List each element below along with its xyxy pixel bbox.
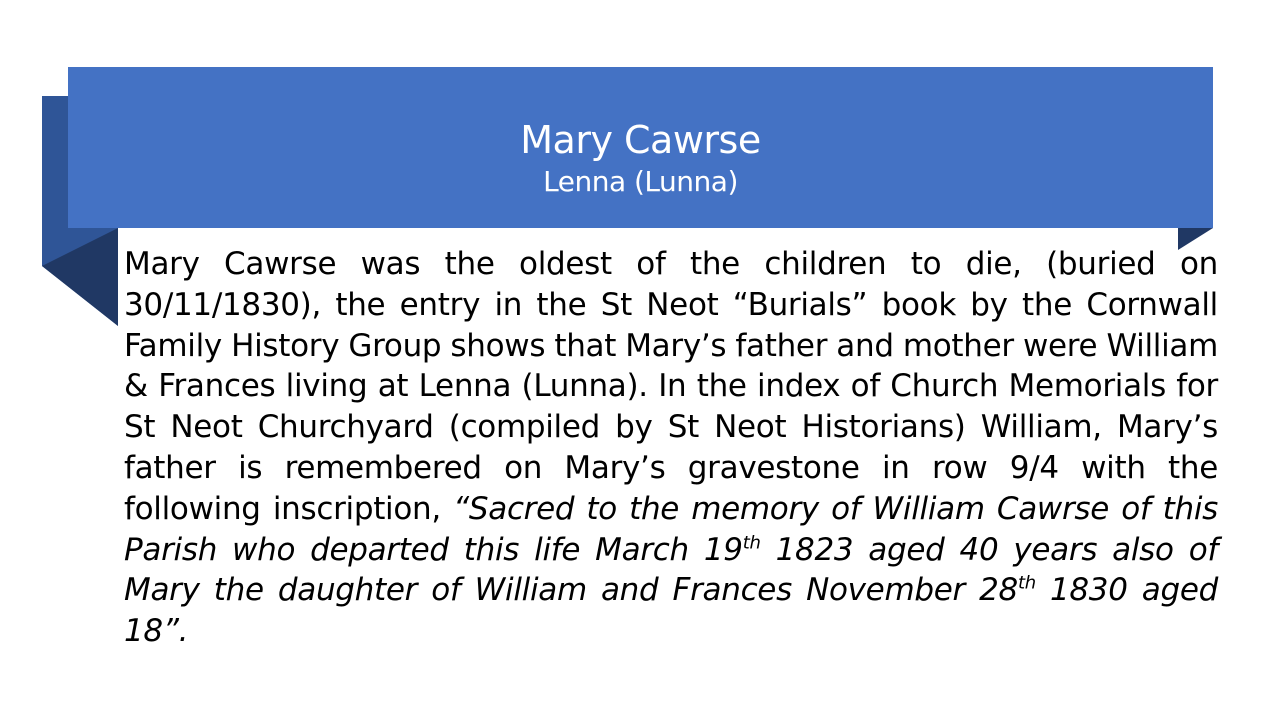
slide-title: Mary Cawrse (520, 118, 761, 162)
quote-part-2: 1823 aged 40 years also of Mary the daughter of William and Frances November 28 (124, 531, 1218, 609)
ordinal-suffix-2: th (1017, 573, 1036, 595)
body-paragraph (124, 244, 1218, 652)
title-banner (68, 67, 1213, 228)
ordinal-suffix-1: th (742, 532, 761, 554)
quote-part-3: 1830 aged 18”. (124, 572, 1219, 650)
body-intro: Mary Cawrse was the oldest of the children to die, (buried on 30/11/1830), the entry in the St Neot “Burials” book by the Cornwall Family History Group shows that Mary’s father and mother were William & Frances living at Lenna (Lunna). In the index of Church Memorials for St Neot Churchyard (compiled by St Neot Historians) William, Mary’s father is remembered on Mary’s gravestone in row 9/4 with the following inscription, (124, 246, 1218, 527)
slide-subtitle: Lenna (Lunna) (543, 165, 738, 198)
quote-part-1: “Sacred to the memory of William Cawrse of this Parish who departed this life March 19 (124, 490, 1218, 568)
